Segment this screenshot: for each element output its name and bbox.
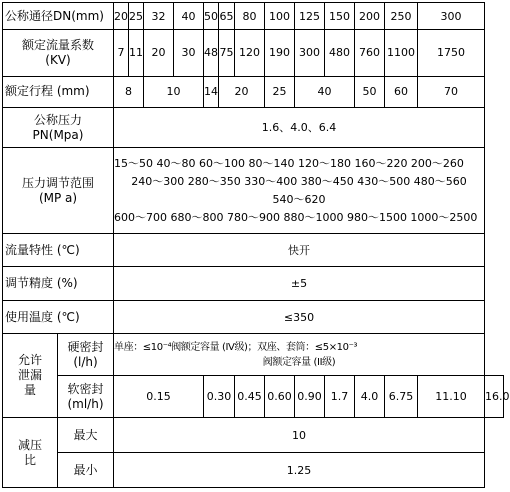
hard-seal-value — [114, 334, 485, 376]
dn-value: 25 — [129, 3, 144, 30]
dn-value: 250 — [385, 3, 418, 30]
dn-value: 20 — [114, 3, 129, 30]
accuracy-label: 调节精度 (%) — [3, 267, 114, 301]
soft-seal-value: 6.75 — [385, 376, 418, 418]
pn-label — [3, 108, 114, 148]
valve-spec-table — [2, 2, 510, 488]
soft-seal-value: 4.0 — [355, 376, 385, 418]
pressure-range-line: 240～300 280～350 330～400 380～450 430～500 480～560 — [131, 174, 467, 188]
hard-seal-label — [58, 334, 114, 376]
kv-value: 480 — [325, 30, 355, 76]
stroke-value: 8 — [114, 76, 144, 108]
stroke-value: 50 — [355, 76, 385, 108]
ratio-max-label: 最大 — [58, 418, 114, 453]
kv-value: 7 — [114, 30, 129, 76]
dn-value: 125 — [295, 3, 325, 30]
kv-value: 120 — [235, 30, 265, 76]
ratio-min-label: 最小 — [58, 453, 114, 488]
kv-value: 1100 — [385, 30, 418, 76]
stroke-value: 40 — [295, 76, 355, 108]
dn-row — [3, 3, 504, 30]
dn-value: 100 — [265, 3, 295, 30]
soft-seal-value: 0.30 — [204, 376, 235, 418]
flow-char-value: 快开 — [114, 234, 485, 267]
leakage-hard-row — [3, 334, 504, 376]
kv-row — [3, 30, 504, 76]
kv-value: 30 — [174, 30, 204, 76]
kv-value: 11 — [129, 30, 144, 76]
stroke-row — [3, 76, 504, 108]
kv-value: 300 — [295, 30, 325, 76]
pn-label-line: 公称压力 — [33, 112, 82, 127]
dn-value: 150 — [325, 3, 355, 30]
pn-row — [3, 108, 504, 148]
pressure-range-label — [3, 148, 114, 234]
flow-char-label: 流量特性 (℃) — [3, 234, 114, 267]
pressure-range-values — [114, 148, 485, 234]
soft-seal-value: 0.15 — [114, 376, 204, 418]
hard-seal-value-line: 阀额定容量 (II级) — [262, 356, 336, 368]
stroke-value: 60 — [385, 76, 418, 108]
accuracy-row — [3, 267, 504, 301]
temperature-label: 使用温度 (℃) — [3, 300, 114, 334]
dn-value: 50 — [204, 3, 219, 30]
pressure-range-line: 15～50 40～80 60～100 80～140 120～180 160～220 200～260 — [114, 156, 464, 170]
kv-label — [3, 30, 114, 76]
kv-value: 48 — [204, 30, 219, 76]
pressure-ratio-group-label: 减压比 — [3, 418, 58, 488]
pressure-range-row — [3, 148, 504, 234]
soft-seal-value: 16.0 — [485, 376, 504, 418]
soft-seal-value: 11.10 — [418, 376, 485, 418]
accuracy-value: ±5 — [114, 267, 485, 301]
soft-seal-label-unit: (ml/h) — [67, 396, 104, 411]
hard-seal-label-unit: (l/h) — [73, 354, 98, 369]
kv-value: 1750 — [418, 30, 485, 76]
soft-seal-label-line: 软密封 — [67, 381, 104, 396]
dn-value: 32 — [144, 3, 174, 30]
dn-value: 40 — [174, 3, 204, 30]
flow-char-row — [3, 234, 504, 267]
ratio-min-value: 1.25 — [114, 453, 485, 488]
ratio-max-row — [3, 418, 504, 453]
pressure-range-label-line: 压力调节范围 — [21, 175, 94, 190]
ratio-max-value: 10 — [114, 418, 485, 453]
stroke-value: 25 — [265, 76, 295, 108]
dn-value: 65 — [219, 3, 235, 30]
pressure-range-line: 600～700 680～800 780～900 880～1000 980～1500 1000～2500 — [114, 210, 478, 224]
kv-value: 190 — [265, 30, 295, 76]
soft-seal-value: 1.7 — [325, 376, 355, 418]
ratio-min-row — [3, 453, 504, 488]
kv-value: 760 — [355, 30, 385, 76]
hard-seal-value-line: 单座：≤10⁻⁴阀额定容量 (IV级)；双座、套筒：≤5×10⁻³ — [114, 341, 358, 353]
kv-label-unit: (KV) — [45, 52, 71, 67]
stroke-label: 额定行程 (mm) — [3, 76, 114, 108]
dn-value: 300 — [418, 3, 485, 30]
stroke-value: 20 — [219, 76, 265, 108]
soft-seal-value: 0.90 — [295, 376, 325, 418]
kv-value: 75 — [219, 30, 235, 76]
hard-seal-label-line: 硬密封 — [67, 339, 104, 354]
dn-value: 80 — [235, 3, 265, 30]
stroke-value: 70 — [418, 76, 485, 108]
pressure-range-label-unit: (MP a) — [38, 190, 78, 205]
stroke-value: 10 — [144, 76, 204, 108]
stroke-value: 14 — [204, 76, 219, 108]
temperature-row — [3, 300, 504, 334]
pressure-range-line: 540～620 — [272, 192, 326, 206]
soft-seal-value: 0.45 — [235, 376, 265, 418]
dn-value: 200 — [355, 3, 385, 30]
leakage-group-label: 允许泄漏量 — [3, 334, 58, 418]
temperature-value: ≤350 — [114, 300, 485, 334]
kv-value: 20 — [144, 30, 174, 76]
dn-label: 公称通径DN(mm) — [3, 3, 114, 30]
soft-seal-label — [58, 376, 114, 418]
leakage-soft-row — [3, 376, 504, 418]
pn-value: 1.6、4.0、6.4 — [114, 108, 485, 148]
pn-label-unit: PN(Mpa) — [32, 127, 84, 142]
soft-seal-value: 0.60 — [265, 376, 295, 418]
kv-label-line: 额定流量系数 — [21, 37, 94, 52]
